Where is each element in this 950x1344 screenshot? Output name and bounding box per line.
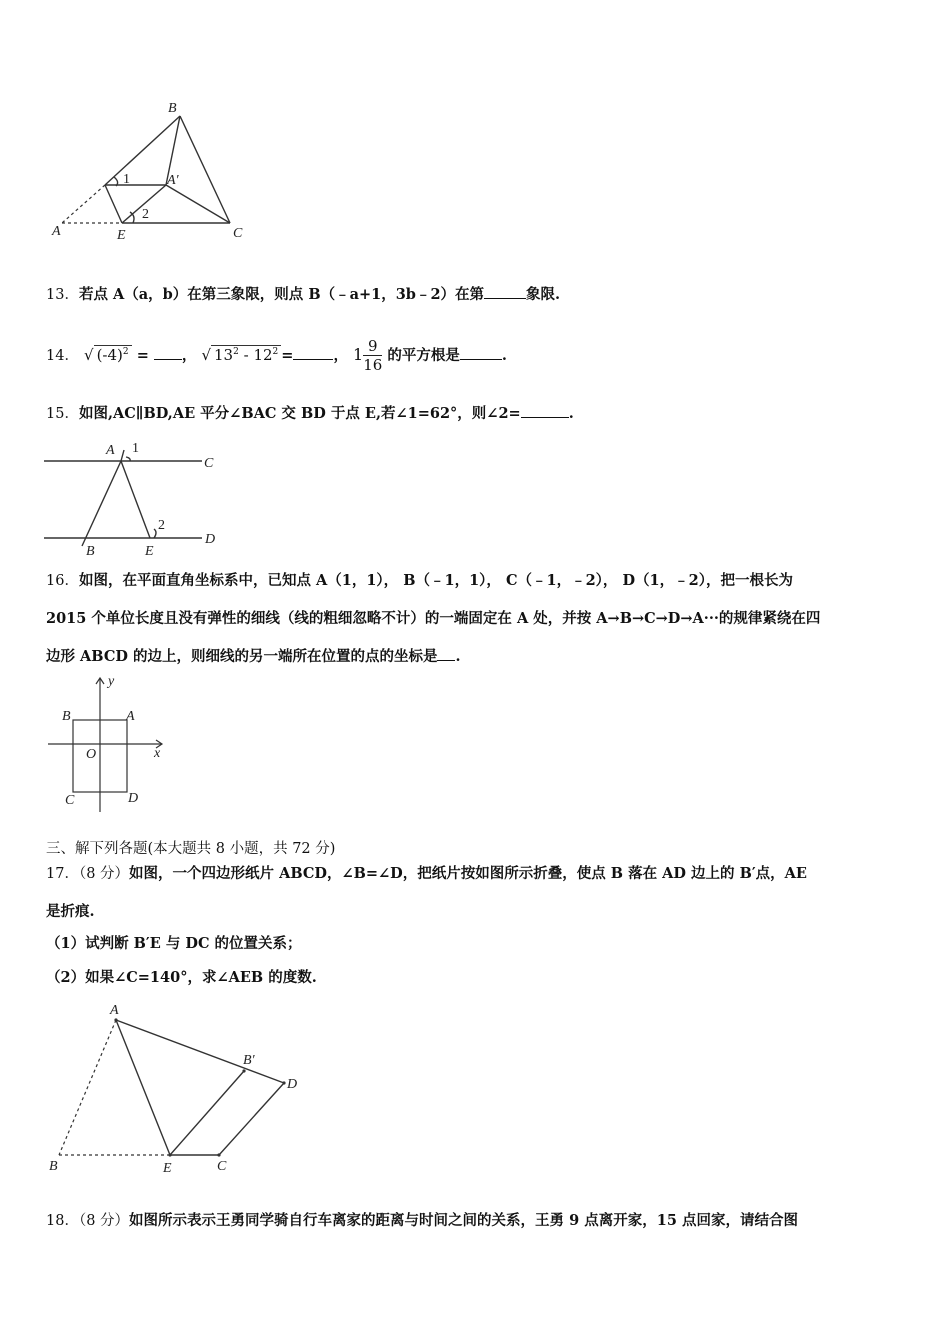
question-17-line-2 [46, 901, 95, 923]
label-x: x [154, 746, 161, 761]
question-text: 是折痕. [46, 903, 95, 920]
equals-2: = [281, 347, 294, 364]
question-score: （8 分） [78, 866, 130, 882]
answer-blank[interactable] [484, 284, 526, 299]
label-B: B [86, 544, 95, 559]
figure-triangle-fold [50, 98, 260, 248]
question-text-end: . [455, 648, 461, 665]
question-text: 的平方根是 [387, 347, 460, 364]
question-17-sub-1 [46, 933, 302, 955]
equals-1: = [131, 347, 154, 364]
label-A: A [52, 224, 61, 239]
label-C: C [204, 456, 214, 471]
question-text: 边形 ABCD 的边上，则细线的另一端所在位置的点的坐标是 [46, 648, 438, 665]
question-number: 17． [46, 866, 79, 882]
question-16-line-3 [46, 646, 461, 668]
question-text-end: 象限. [526, 286, 561, 303]
figure-parallel-lines [44, 436, 224, 560]
question-text-end: . [501, 347, 507, 364]
figure-coordinate-plane [46, 672, 176, 817]
label-D: D [128, 791, 139, 806]
question-number: 14． [46, 348, 79, 364]
answer-blank-1[interactable] [154, 345, 182, 360]
question-text: 如图，在平面直角坐标系中，已知点 A（1，1）， B（﹣1，1）， C（﹣1，﹣2）， D（1，﹣2），把一根长为 [78, 572, 793, 589]
label-B: B [62, 709, 71, 724]
label-B: B [49, 1159, 58, 1174]
label-E: E [145, 544, 154, 559]
question-text: 如图所示表示王勇同学骑自行车离家的距离与时间之间的关系，王勇 9 点离开家，15 点回家，请结合图 [129, 1212, 798, 1229]
separator-2: ， [333, 347, 348, 364]
answer-blank[interactable] [437, 646, 455, 661]
question-16-line-1 [46, 570, 793, 592]
label-A: A [110, 1003, 119, 1018]
question-18 [46, 1210, 798, 1232]
answer-blank-3[interactable] [460, 345, 502, 360]
question-17-line-1 [46, 863, 807, 885]
question-number: 15． [46, 406, 79, 422]
label-B-prime: B′ [243, 1053, 255, 1068]
label-D: D [205, 532, 216, 547]
question-17-sub-2 [46, 967, 317, 989]
question-13 [46, 284, 560, 306]
question-16-line-2 [46, 608, 820, 630]
label-y: y [108, 674, 115, 689]
label-E: E [117, 228, 126, 243]
label-angle-1: 1 [132, 441, 139, 456]
answer-blank-2[interactable] [293, 345, 333, 360]
figure-quadrilateral-fold [46, 1000, 316, 1180]
label-E: E [163, 1161, 172, 1176]
label-A: A [126, 709, 135, 724]
label-B: B [168, 101, 177, 116]
answer-blank[interactable] [521, 403, 569, 418]
question-text: 如图，一个四边形纸片 ABCD，∠B=∠D，把纸片按如图所示折叠，使点 B 落在 AD 边上的 B′点，AE [129, 865, 807, 882]
sqrt-expression-2: √ $13^2 - 12^2$ [201, 332, 281, 375]
label-A: A [106, 443, 115, 458]
label-A-prime: A′ [167, 173, 179, 188]
question-number: 16． [46, 573, 79, 589]
label-D: D [287, 1077, 298, 1092]
question-text-end: . [568, 405, 574, 422]
label-angle-2: 2 [142, 207, 149, 222]
label-C: C [217, 1159, 227, 1174]
question-14 [46, 332, 507, 376]
question-15 [46, 403, 574, 425]
label-O: O [86, 747, 97, 762]
sub-question-text: （2）如果∠C=140°，求∠AEB 的度数. [46, 969, 317, 986]
question-text: 2015 个单位长度且没有弹性的细线（线的粗细忽略不计）的一端固定在 A 处，并按 A→B→C→D→A···的规律紧绕在四 [46, 610, 821, 627]
question-number: 13． [46, 287, 79, 303]
question-score: （8 分） [78, 1213, 130, 1229]
label-angle-1: 1 [123, 172, 130, 187]
sqrt-expression-1: √ $(-4)^2$ [84, 332, 132, 375]
separator-1: ， [181, 347, 197, 364]
question-text: 若点 A（a，b）在第三象限，则点 B（﹣a+1，3b﹣2）在第 [78, 286, 485, 303]
label-angle-2: 2 [158, 518, 165, 533]
label-C: C [65, 793, 75, 808]
question-number: 18． [46, 1213, 79, 1229]
mixed-number: 1 $\frac{9}{16}$ [353, 337, 383, 374]
sub-question-text: （1）试判断 B′E 与 DC 的位置关系； [46, 935, 302, 952]
label-C: C [233, 226, 243, 241]
section-heading: 三、解下列各题(本大题共 8 小题，共 72 分) [46, 841, 336, 857]
question-text: 如图,AC∥BD,AE 平分∠BAC 交 BD 于点 E,若∠1=62°，则∠2= [78, 405, 521, 422]
